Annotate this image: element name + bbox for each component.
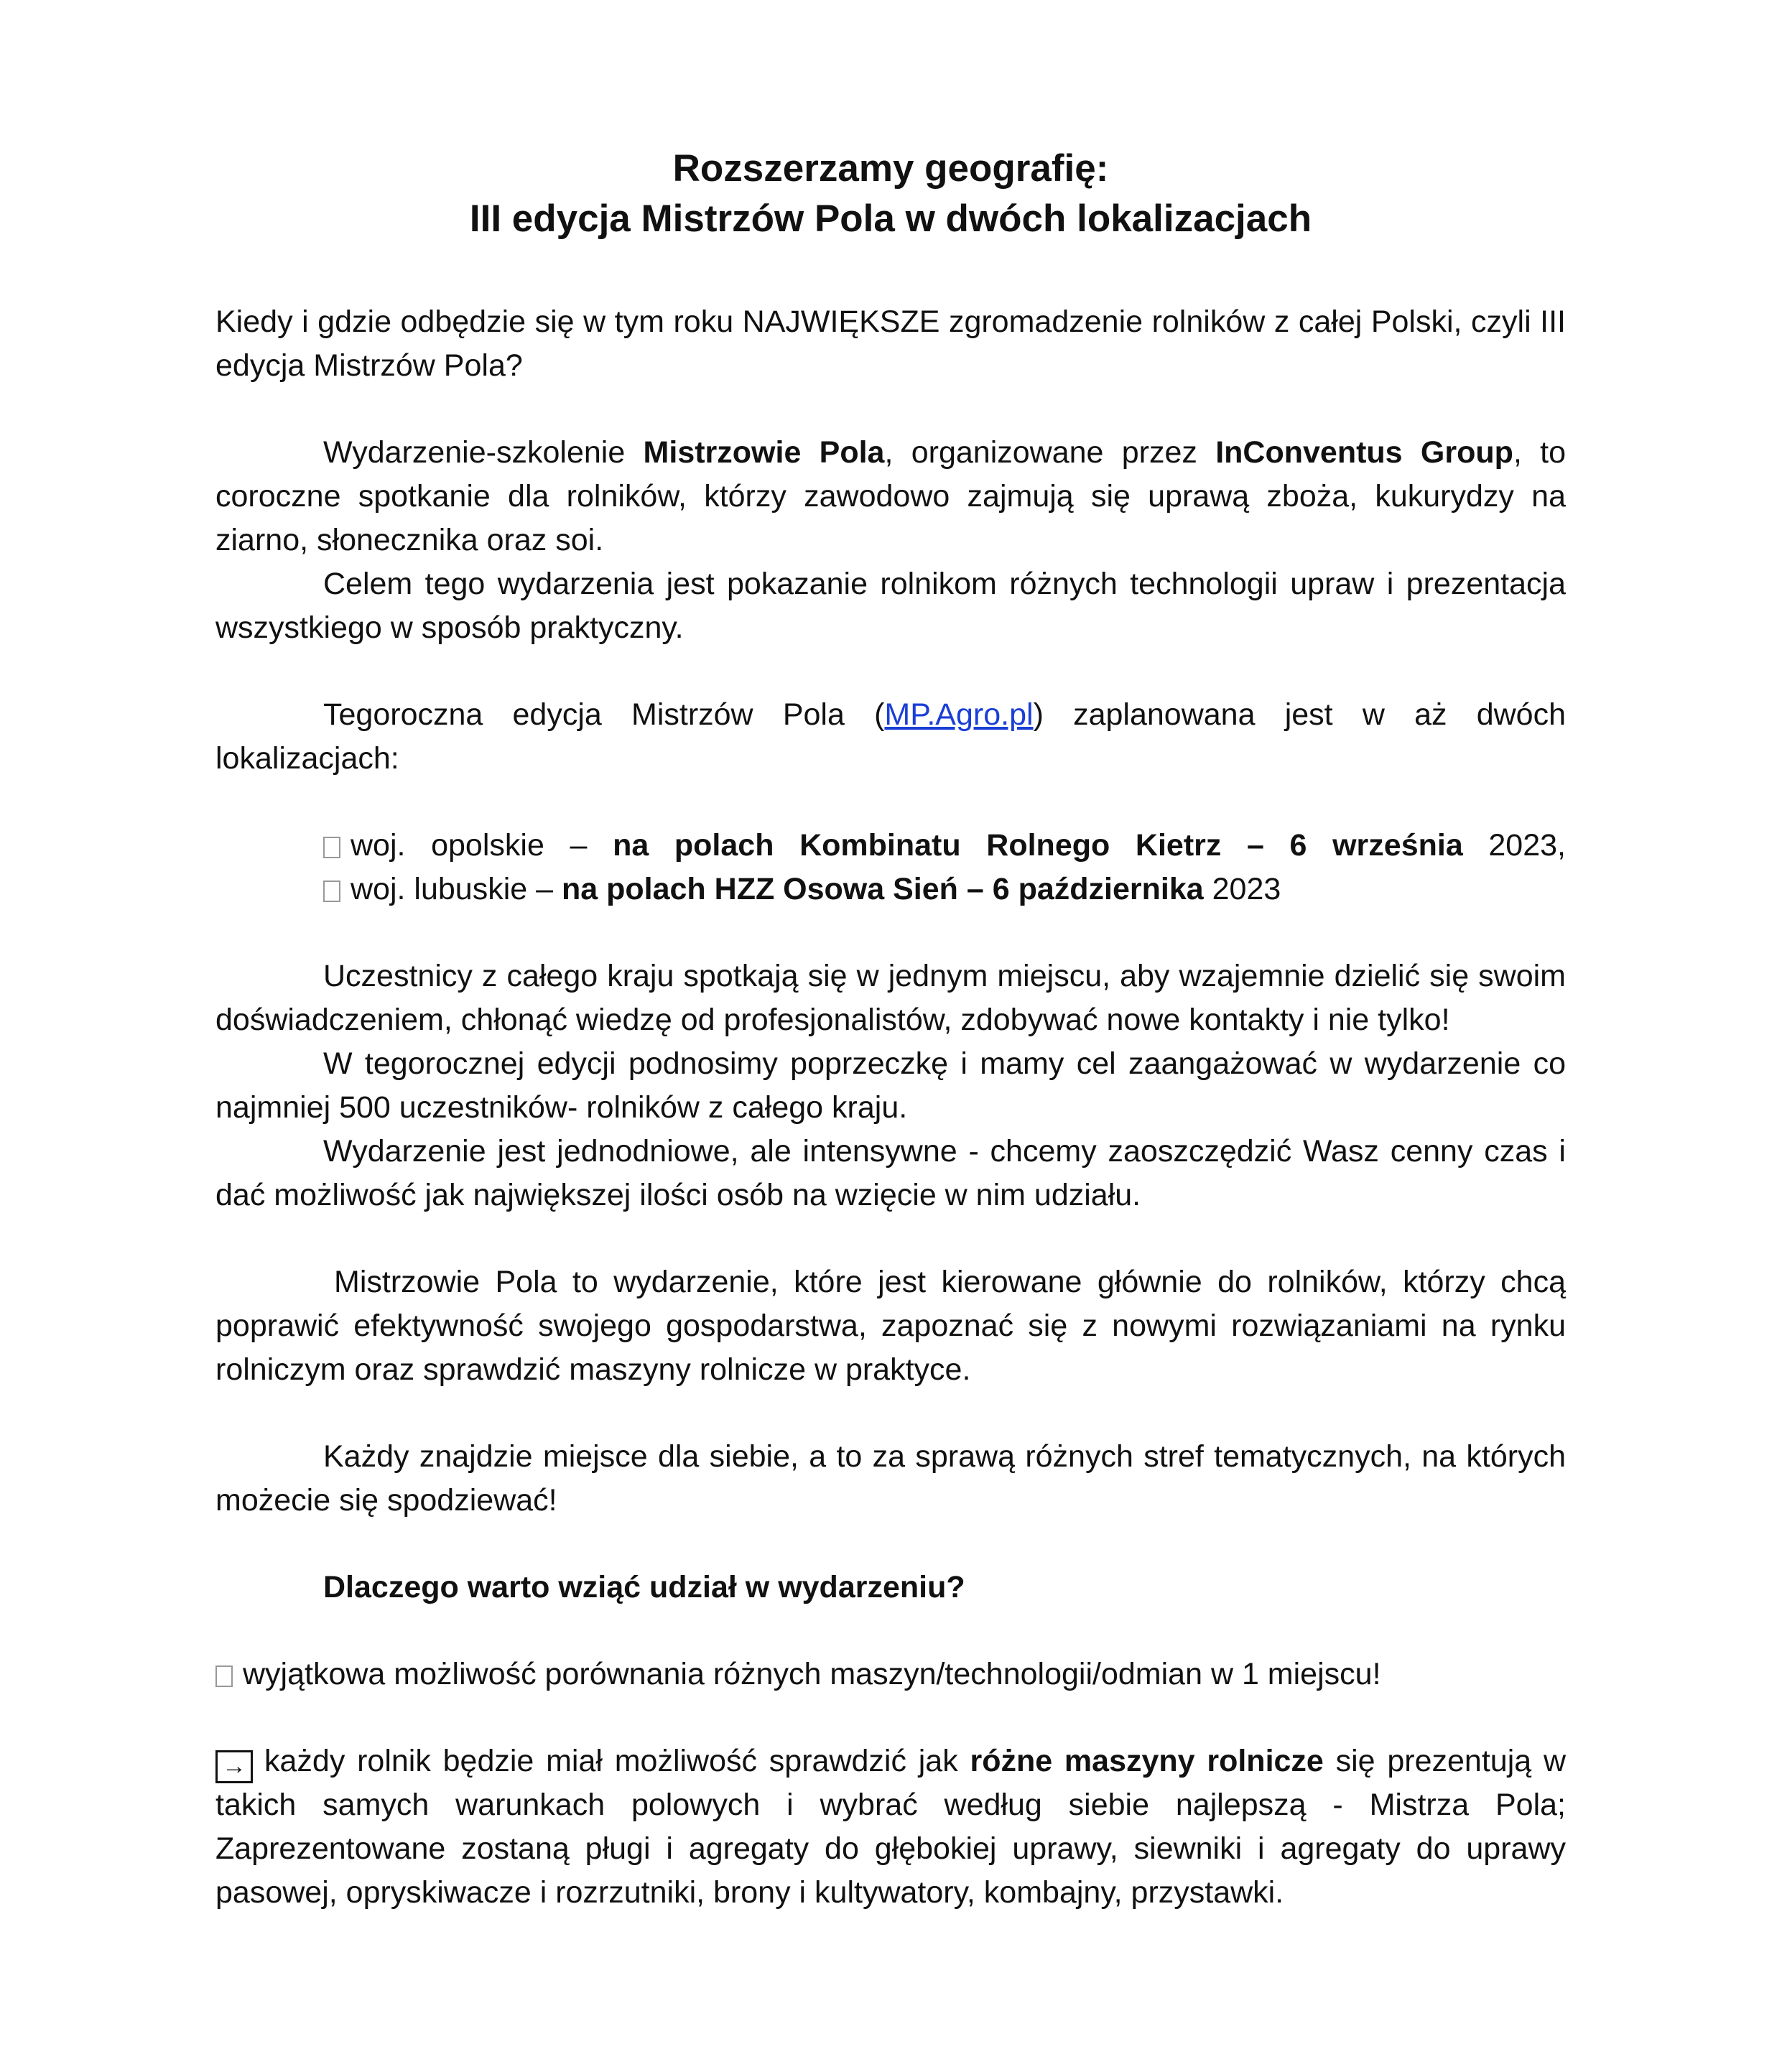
location-year: 2023, — [1462, 828, 1566, 863]
location-place: na polach Kombinatu Rolnego Kietrz – 6 września — [613, 828, 1463, 863]
location-region: woj. lubuskie – — [351, 872, 562, 906]
bullet-machines — [215, 1739, 1566, 1915]
website-link[interactable]: MP.Agro.pl — [884, 697, 1034, 732]
intro-paragraph: Kiedy i gdzie odbędzie się w tym roku NAJWIĘKSZE zgromadzenie rolników z całej Polski, czyli III edycja Mistrzów Pola? — [215, 305, 1566, 383]
p1-text-e: , to coroczne spotkanie dla rolników, którzy zawodowo zajmują się uprawą zboża, kukurydzy na ziarno, słonecznika oraz soi. — [215, 435, 1566, 557]
paragraph-target-audience: Mistrzowie Pola to wydarzenie, które jest kierowane głównie do rolników, którzy chcą poprawić efektywność swojego gospodarstwa, zapoznać się z nowymi rozwiązaniami na rynku rolniczym oraz sprawdzić maszyny rolnicze w praktyce. — [215, 1265, 1566, 1387]
paragraph-zones: Każdy znajdzie miejsce dla siebie, a to za sprawą różnych stref tematycznych, na których możecie się spodziewać! — [215, 1439, 1566, 1518]
p1-bold-organizer: InConventus Group — [1215, 435, 1513, 470]
p1-bold-event: Mistrzowie Pola — [643, 435, 885, 470]
section-heading-why: Dlaczego warto wziąć udział w wydarzeniu? — [323, 1570, 965, 1604]
p3-text-b: ) zaplanowana jest w aż dwóch lokalizacjach: — [215, 697, 1566, 776]
location-place: na polach HZZ Osowa Sień – 6 października — [562, 872, 1204, 906]
paragraph-one-day: Wydarzenie jest jednodniowe, ale intensywne - chcemy zaoszczędzić Wasz cenny czas i dać możliwość jak największej ilości osób na wzięcie w nim udziału. — [215, 1134, 1566, 1212]
title-line-2: III edycja Mistrzów Pola w dwóch lokalizacjach — [469, 198, 1312, 240]
locations-list — [215, 824, 1566, 911]
location-item-opolskie — [323, 824, 1566, 868]
page-title — [215, 144, 1566, 244]
bullet-machines-text-a: każdy rolnik będzie miał możliwość sprawdzić jak — [264, 1744, 970, 1778]
bullet-machines-bold: różne maszyny rolnicze — [970, 1744, 1324, 1778]
paragraph-locations-intro — [215, 693, 1566, 781]
paragraph-goal: Celem tego wydarzenia jest pokazanie rolnikom różnych technologii upraw i prezentacja wszystkiego w sposób praktyczny. — [215, 567, 1566, 645]
p1-text-c: , organizowane przez — [884, 435, 1216, 470]
paragraph-organizer — [215, 431, 1566, 562]
location-region: woj. opolskie – — [351, 828, 613, 863]
title-line-1: Rozszerzamy geografię: — [672, 147, 1109, 190]
bullet-machines-text-c: się prezentują w takich samych warunkach polowych i wybrać według siebie najlepszą - Mistrza Pola; Zaprezentowane zostaną pługi i agregaty do głębokiej uprawy, siewniki i agregaty do uprawy pasowej, opryskiwacze i rozrzutniki, brony i kultywatory, kombajny, przystawki. — [215, 1744, 1566, 1910]
document-body — [215, 144, 1566, 1915]
arrow-right-icon: → — [215, 1750, 253, 1783]
paragraph-goal-500: W tegorocznej edycji podnosimy poprzeczkę i mamy cel zaangażować w wydarzenie co najmniej 500 uczestników- rolników z całego kraju. — [215, 1046, 1566, 1125]
missing-glyph-icon — [323, 837, 340, 858]
p3-text-a: Tegoroczna edycja Mistrzów Pola ( — [323, 697, 885, 732]
p1-text-a: Wydarzenie-szkolenie — [323, 435, 644, 470]
missing-glyph-icon — [215, 1666, 233, 1687]
bullet-comparison — [215, 1653, 1566, 1696]
paragraph-participants: Uczestnicy z całego kraju spotkają się w jednym miejscu, aby wzajemnie dzielić się swoim doświadczeniem, chłonąć wiedzę od profesjonalistów, zdobywać nowe kontakty i nie tylko! — [215, 959, 1566, 1037]
location-year: 2023 — [1203, 872, 1281, 906]
bullet-comparison-text: wyjątkowa możliwość porównania różnych maszyn/technologii/odmian w 1 miejscu! — [243, 1657, 1381, 1691]
missing-glyph-icon — [323, 881, 340, 902]
location-item-lubuskie — [323, 868, 1566, 911]
